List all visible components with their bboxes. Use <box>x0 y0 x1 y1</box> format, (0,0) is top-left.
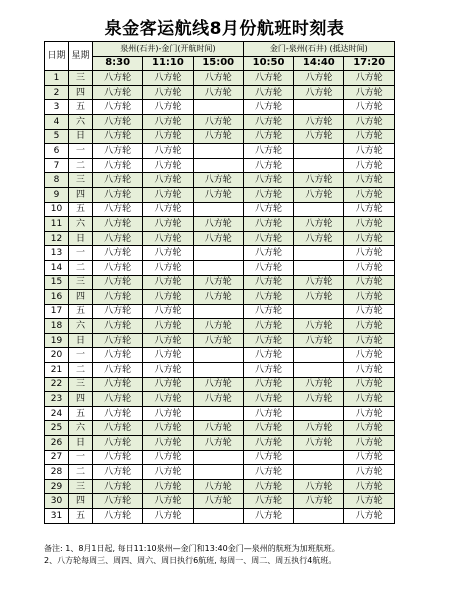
empty-trip-cell <box>193 363 243 378</box>
date-cell: 2 <box>45 85 69 100</box>
trip-cell: 八方轮 <box>143 436 193 451</box>
empty-trip-cell <box>193 509 243 524</box>
date-cell: 6 <box>45 144 69 159</box>
empty-trip-cell <box>193 246 243 261</box>
return-group-header: 金门-泉州(石井) (抵达时间) <box>243 42 394 57</box>
empty-trip-cell <box>294 509 344 524</box>
trip-cell: 八方轮 <box>193 231 243 246</box>
weekday-cell: 三 <box>69 479 93 494</box>
date-cell: 26 <box>45 436 69 451</box>
date-cell: 20 <box>45 348 69 363</box>
trip-cell: 八方轮 <box>93 392 143 407</box>
trip-cell: 八方轮 <box>344 231 394 246</box>
weekday-cell: 二 <box>69 465 93 480</box>
empty-trip-cell <box>193 348 243 363</box>
trip-cell: 八方轮 <box>143 144 193 159</box>
date-cell: 15 <box>45 275 69 290</box>
trip-cell: 八方轮 <box>143 275 193 290</box>
date-cell: 21 <box>45 363 69 378</box>
trip-cell: 八方轮 <box>93 421 143 436</box>
weekday-cell: 日 <box>69 129 93 144</box>
empty-trip-cell <box>193 465 243 480</box>
trip-cell: 八方轮 <box>143 260 193 275</box>
trip-cell: 八方轮 <box>143 465 193 480</box>
trip-cell: 八方轮 <box>93 217 143 232</box>
date-cell: 18 <box>45 319 69 334</box>
trip-cell: 八方轮 <box>294 392 344 407</box>
trip-cell: 八方轮 <box>344 100 394 115</box>
trip-cell: 八方轮 <box>143 363 193 378</box>
empty-trip-cell <box>294 450 344 465</box>
empty-trip-cell <box>294 465 344 480</box>
trip-cell: 八方轮 <box>243 275 293 290</box>
date-cell: 10 <box>45 202 69 217</box>
date-cell: 5 <box>45 129 69 144</box>
weekday-cell: 六 <box>69 114 93 129</box>
trip-cell: 八方轮 <box>193 187 243 202</box>
trip-cell: 八方轮 <box>143 304 193 319</box>
empty-trip-cell <box>193 450 243 465</box>
outbound-group-header: 泉州(石井)-金门(开航时间) <box>93 42 244 57</box>
date-cell: 4 <box>45 114 69 129</box>
trip-cell: 八方轮 <box>243 304 293 319</box>
table-row <box>45 377 395 392</box>
weekday-cell: 日 <box>69 333 93 348</box>
trip-cell: 八方轮 <box>193 436 243 451</box>
trip-cell: 八方轮 <box>93 144 143 159</box>
weekday-cell: 六 <box>69 319 93 334</box>
trip-cell: 八方轮 <box>143 202 193 217</box>
trip-cell: 八方轮 <box>344 290 394 305</box>
trip-cell: 八方轮 <box>143 187 193 202</box>
trip-cell: 八方轮 <box>93 260 143 275</box>
trip-cell: 八方轮 <box>93 465 143 480</box>
empty-trip-cell <box>193 100 243 115</box>
trip-cell: 八方轮 <box>344 173 394 188</box>
trip-cell: 八方轮 <box>143 450 193 465</box>
weekday-cell: 三 <box>69 71 93 86</box>
trip-cell: 八方轮 <box>193 129 243 144</box>
weekday-cell: 四 <box>69 392 93 407</box>
weekday-column-header: 星期 <box>69 42 93 71</box>
trip-cell: 八方轮 <box>143 71 193 86</box>
trip-cell: 八方轮 <box>93 246 143 261</box>
table-row <box>45 392 395 407</box>
trip-cell: 八方轮 <box>243 187 293 202</box>
table-row <box>45 304 395 319</box>
table-row <box>45 246 395 261</box>
trip-cell: 八方轮 <box>243 509 293 524</box>
trip-cell: 八方轮 <box>344 377 394 392</box>
empty-trip-cell <box>294 158 344 173</box>
header-row-times <box>45 56 395 71</box>
trip-cell: 八方轮 <box>344 275 394 290</box>
trip-cell: 八方轮 <box>193 85 243 100</box>
trip-cell: 八方轮 <box>344 202 394 217</box>
trip-cell: 八方轮 <box>143 246 193 261</box>
trip-cell: 八方轮 <box>143 377 193 392</box>
trip-cell: 八方轮 <box>294 275 344 290</box>
trip-cell: 八方轮 <box>243 436 293 451</box>
trip-cell: 八方轮 <box>344 450 394 465</box>
empty-trip-cell <box>294 363 344 378</box>
trip-cell: 八方轮 <box>294 333 344 348</box>
note-line: 备注: 1、8月1日起, 每日11:10泉州—金门和13:40金门—泉州的航班为加班航班。 <box>44 544 340 553</box>
trip-cell: 八方轮 <box>344 246 394 261</box>
table-row <box>45 479 395 494</box>
table-row <box>45 100 395 115</box>
trip-cell: 八方轮 <box>193 421 243 436</box>
empty-trip-cell <box>193 144 243 159</box>
empty-trip-cell <box>193 202 243 217</box>
trip-cell: 八方轮 <box>294 217 344 232</box>
weekday-cell: 一 <box>69 144 93 159</box>
trip-cell: 八方轮 <box>243 494 293 509</box>
trip-cell: 八方轮 <box>243 333 293 348</box>
trip-cell: 八方轮 <box>143 333 193 348</box>
table-row <box>45 114 395 129</box>
schedule-table <box>44 41 395 524</box>
trip-cell: 八方轮 <box>93 71 143 86</box>
trip-cell: 八方轮 <box>93 319 143 334</box>
trip-cell: 八方轮 <box>93 348 143 363</box>
date-cell: 23 <box>45 392 69 407</box>
trip-cell: 八方轮 <box>243 114 293 129</box>
trip-cell: 八方轮 <box>193 392 243 407</box>
weekday-cell: 一 <box>69 450 93 465</box>
trip-cell: 八方轮 <box>93 509 143 524</box>
table-row <box>45 173 395 188</box>
trip-cell: 八方轮 <box>243 348 293 363</box>
departure-time-header: 8:30 <box>93 56 143 71</box>
trip-cell: 八方轮 <box>93 450 143 465</box>
date-cell: 22 <box>45 377 69 392</box>
table-row <box>45 319 395 334</box>
trip-cell: 八方轮 <box>294 187 344 202</box>
table-row <box>45 348 395 363</box>
trip-cell: 八方轮 <box>193 319 243 334</box>
arrival-time-header: 17:20 <box>344 56 394 71</box>
empty-trip-cell <box>193 158 243 173</box>
weekday-cell: 日 <box>69 231 93 246</box>
trip-cell: 八方轮 <box>93 231 143 246</box>
trip-cell: 八方轮 <box>243 319 293 334</box>
arrival-time-header: 14:40 <box>294 56 344 71</box>
trip-cell: 八方轮 <box>344 436 394 451</box>
trip-cell: 八方轮 <box>294 114 344 129</box>
trip-cell: 八方轮 <box>294 436 344 451</box>
trip-cell: 八方轮 <box>143 85 193 100</box>
trip-cell: 八方轮 <box>294 173 344 188</box>
table-row <box>45 290 395 305</box>
date-cell: 14 <box>45 260 69 275</box>
trip-cell: 八方轮 <box>294 479 344 494</box>
trip-cell: 八方轮 <box>193 275 243 290</box>
trip-cell: 八方轮 <box>243 246 293 261</box>
trip-cell: 八方轮 <box>143 406 193 421</box>
trip-cell: 八方轮 <box>193 290 243 305</box>
date-cell: 11 <box>45 217 69 232</box>
trip-cell: 八方轮 <box>193 173 243 188</box>
trip-cell: 八方轮 <box>243 479 293 494</box>
date-cell: 1 <box>45 71 69 86</box>
trip-cell: 八方轮 <box>344 509 394 524</box>
weekday-cell: 五 <box>69 304 93 319</box>
weekday-cell: 四 <box>69 85 93 100</box>
trip-cell: 八方轮 <box>93 304 143 319</box>
empty-trip-cell <box>294 304 344 319</box>
date-cell: 16 <box>45 290 69 305</box>
trip-cell: 八方轮 <box>243 202 293 217</box>
trip-cell: 八方轮 <box>294 421 344 436</box>
date-cell: 29 <box>45 479 69 494</box>
trip-cell: 八方轮 <box>193 377 243 392</box>
date-cell: 27 <box>45 450 69 465</box>
table-row <box>45 436 395 451</box>
trip-cell: 八方轮 <box>344 158 394 173</box>
trip-cell: 八方轮 <box>93 100 143 115</box>
trip-cell: 八方轮 <box>193 114 243 129</box>
trip-cell: 八方轮 <box>143 290 193 305</box>
trip-cell: 八方轮 <box>344 304 394 319</box>
notes <box>44 543 340 567</box>
trip-cell: 八方轮 <box>243 100 293 115</box>
trip-cell: 八方轮 <box>93 129 143 144</box>
date-cell: 8 <box>45 173 69 188</box>
note-line: 2、八方轮每周三、周四、周六、周日执行6航班, 每周一、周二、周五执行4航班。 <box>44 556 337 565</box>
trip-cell: 八方轮 <box>344 71 394 86</box>
empty-trip-cell <box>294 246 344 261</box>
table-row <box>45 217 395 232</box>
trip-cell: 八方轮 <box>143 319 193 334</box>
weekday-cell: 日 <box>69 436 93 451</box>
trip-cell: 八方轮 <box>294 71 344 86</box>
date-cell: 17 <box>45 304 69 319</box>
trip-cell: 八方轮 <box>243 85 293 100</box>
date-cell: 9 <box>45 187 69 202</box>
trip-cell: 八方轮 <box>294 290 344 305</box>
trip-cell: 八方轮 <box>193 217 243 232</box>
empty-trip-cell <box>193 304 243 319</box>
weekday-cell: 二 <box>69 260 93 275</box>
trip-cell: 八方轮 <box>243 217 293 232</box>
trip-cell: 八方轮 <box>93 114 143 129</box>
trip-cell: 八方轮 <box>344 363 394 378</box>
page-title: 泉金客运航线8月份航班时刻表 <box>104 19 345 39</box>
trip-cell: 八方轮 <box>344 392 394 407</box>
trip-cell: 八方轮 <box>93 290 143 305</box>
trip-cell: 八方轮 <box>93 85 143 100</box>
trip-cell: 八方轮 <box>143 173 193 188</box>
trip-cell: 八方轮 <box>294 319 344 334</box>
table-row <box>45 333 395 348</box>
trip-cell: 八方轮 <box>294 494 344 509</box>
weekday-cell: 五 <box>69 406 93 421</box>
weekday-cell: 五 <box>69 100 93 115</box>
date-cell: 7 <box>45 158 69 173</box>
departure-time-header: 15:00 <box>193 56 243 71</box>
departure-time-header: 11:10 <box>143 56 193 71</box>
date-cell: 3 <box>45 100 69 115</box>
trip-cell: 八方轮 <box>193 479 243 494</box>
weekday-cell: 一 <box>69 348 93 363</box>
trip-cell: 八方轮 <box>143 509 193 524</box>
trip-cell: 八方轮 <box>294 85 344 100</box>
table-row <box>45 129 395 144</box>
trip-cell: 八方轮 <box>143 421 193 436</box>
weekday-cell: 四 <box>69 187 93 202</box>
table-row <box>45 187 395 202</box>
trip-cell: 八方轮 <box>193 333 243 348</box>
trip-cell: 八方轮 <box>243 173 293 188</box>
weekday-cell: 五 <box>69 202 93 217</box>
date-cell: 13 <box>45 246 69 261</box>
trip-cell: 八方轮 <box>243 363 293 378</box>
empty-trip-cell <box>294 144 344 159</box>
table-row <box>45 406 395 421</box>
trip-cell: 八方轮 <box>243 158 293 173</box>
trip-cell: 八方轮 <box>344 217 394 232</box>
trip-cell: 八方轮 <box>344 85 394 100</box>
trip-cell: 八方轮 <box>243 377 293 392</box>
trip-cell: 八方轮 <box>243 421 293 436</box>
trip-cell: 八方轮 <box>93 363 143 378</box>
trip-cell: 八方轮 <box>143 158 193 173</box>
date-cell: 25 <box>45 421 69 436</box>
table-row <box>45 158 395 173</box>
table-row <box>45 71 395 86</box>
weekday-cell: 六 <box>69 421 93 436</box>
trip-cell: 八方轮 <box>344 421 394 436</box>
weekday-cell: 三 <box>69 377 93 392</box>
weekday-cell: 二 <box>69 158 93 173</box>
trip-cell: 八方轮 <box>344 129 394 144</box>
empty-trip-cell <box>294 260 344 275</box>
table-row <box>45 509 395 524</box>
table-row <box>45 363 395 378</box>
empty-trip-cell <box>294 202 344 217</box>
trip-cell: 八方轮 <box>344 406 394 421</box>
header-row-groups <box>45 42 395 57</box>
trip-cell: 八方轮 <box>93 494 143 509</box>
trip-cell: 八方轮 <box>93 202 143 217</box>
trip-cell: 八方轮 <box>344 348 394 363</box>
trip-cell: 八方轮 <box>243 144 293 159</box>
trip-cell: 八方轮 <box>143 114 193 129</box>
trip-cell: 八方轮 <box>344 333 394 348</box>
trip-cell: 八方轮 <box>243 260 293 275</box>
trip-cell: 八方轮 <box>294 129 344 144</box>
trip-cell: 八方轮 <box>243 71 293 86</box>
trip-cell: 八方轮 <box>93 158 143 173</box>
trip-cell: 八方轮 <box>243 129 293 144</box>
table-row <box>45 85 395 100</box>
trip-cell: 八方轮 <box>93 275 143 290</box>
trip-cell: 八方轮 <box>344 319 394 334</box>
table-row <box>45 494 395 509</box>
trip-cell: 八方轮 <box>93 173 143 188</box>
trip-cell: 八方轮 <box>143 129 193 144</box>
trip-cell: 八方轮 <box>344 260 394 275</box>
weekday-cell: 六 <box>69 217 93 232</box>
trip-cell: 八方轮 <box>193 71 243 86</box>
weekday-cell: 三 <box>69 173 93 188</box>
date-cell: 30 <box>45 494 69 509</box>
table-row <box>45 465 395 480</box>
trip-cell: 八方轮 <box>143 494 193 509</box>
trip-cell: 八方轮 <box>143 392 193 407</box>
trip-cell: 八方轮 <box>294 231 344 246</box>
trip-cell: 八方轮 <box>143 479 193 494</box>
empty-trip-cell <box>294 406 344 421</box>
schedule-body <box>45 71 395 523</box>
table-row <box>45 202 395 217</box>
empty-trip-cell <box>193 260 243 275</box>
trip-cell: 八方轮 <box>143 217 193 232</box>
trip-cell: 八方轮 <box>93 406 143 421</box>
empty-trip-cell <box>294 348 344 363</box>
weekday-cell: 一 <box>69 246 93 261</box>
empty-trip-cell <box>294 100 344 115</box>
table-row <box>45 421 395 436</box>
table-row <box>45 275 395 290</box>
empty-trip-cell <box>193 406 243 421</box>
trip-cell: 八方轮 <box>344 494 394 509</box>
weekday-cell: 四 <box>69 494 93 509</box>
trip-cell: 八方轮 <box>243 392 293 407</box>
trip-cell: 八方轮 <box>243 406 293 421</box>
date-cell: 12 <box>45 231 69 246</box>
trip-cell: 八方轮 <box>93 333 143 348</box>
trip-cell: 八方轮 <box>243 450 293 465</box>
trip-cell: 八方轮 <box>193 494 243 509</box>
table-row <box>45 144 395 159</box>
trip-cell: 八方轮 <box>93 187 143 202</box>
date-column-header: 日期 <box>45 42 69 71</box>
trip-cell: 八方轮 <box>344 465 394 480</box>
trip-cell: 八方轮 <box>93 436 143 451</box>
trip-cell: 八方轮 <box>93 377 143 392</box>
trip-cell: 八方轮 <box>143 231 193 246</box>
date-cell: 19 <box>45 333 69 348</box>
trip-cell: 八方轮 <box>243 465 293 480</box>
trip-cell: 八方轮 <box>344 187 394 202</box>
weekday-cell: 二 <box>69 363 93 378</box>
trip-cell: 八方轮 <box>243 290 293 305</box>
table-row <box>45 260 395 275</box>
date-cell: 24 <box>45 406 69 421</box>
trip-cell: 八方轮 <box>143 348 193 363</box>
trip-cell: 八方轮 <box>93 479 143 494</box>
trip-cell: 八方轮 <box>243 231 293 246</box>
weekday-cell: 五 <box>69 509 93 524</box>
date-cell: 31 <box>45 509 69 524</box>
arrival-time-header: 10:50 <box>243 56 293 71</box>
trip-cell: 八方轮 <box>344 114 394 129</box>
trip-cell: 八方轮 <box>344 144 394 159</box>
table-row <box>45 450 395 465</box>
trip-cell: 八方轮 <box>344 479 394 494</box>
date-cell: 28 <box>45 465 69 480</box>
weekday-cell: 三 <box>69 275 93 290</box>
table-row <box>45 231 395 246</box>
trip-cell: 八方轮 <box>294 377 344 392</box>
trip-cell: 八方轮 <box>143 100 193 115</box>
weekday-cell: 四 <box>69 290 93 305</box>
